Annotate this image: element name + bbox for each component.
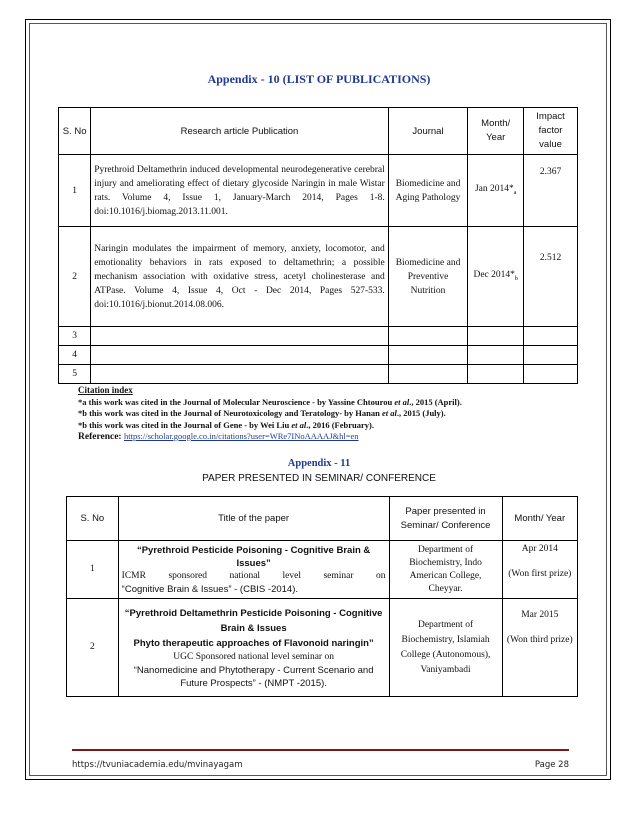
row-sno: 1 <box>59 155 91 227</box>
citation-line: *b this work was cited in the Journal of Neurotoxicology and Teratology- by Hanan et al., 2015 (July). <box>78 408 446 418</box>
paper-title: “Pyrethroid Deltamethrin Pesticide Poisoning - Cognitive Brain & Issues <box>124 607 383 634</box>
row-sno: 4 <box>59 346 91 365</box>
month-year: Apr 2014 <box>521 544 558 554</box>
citation-title: Citation index <box>78 385 133 395</box>
footer-url[interactable]: https://tvuniacademia.edu/mvinayagam <box>72 760 243 770</box>
et-al: et al <box>291 419 307 430</box>
citation-block <box>78 385 558 444</box>
paper-subtitle: Phyto therapeutic approaches of Flavonoid naringin” <box>133 637 374 649</box>
header-title: Title of the paper <box>118 497 389 541</box>
reference-link[interactable]: https://scholar.google.co.in/citations?user=WRe7INoAAAAJ&hl=en <box>123 431 359 441</box>
appendix-11-title: Appendix - 11 <box>287 458 351 469</box>
et-al: et al <box>394 396 410 407</box>
footer-rule <box>72 749 569 751</box>
seminar-line: ICMR sponsored national level seminar on <box>121 570 386 581</box>
et-al: et al <box>381 408 397 418</box>
table-row <box>59 227 578 327</box>
appendix-11-subtitle: PAPER PRESENTED IN SEMINAR/ CONFERENCE <box>202 473 436 484</box>
row-venue: Department of Biochemistry, Islamiah College (Autonomous), Vaniyambadi <box>389 599 502 697</box>
reference-line <box>78 431 558 444</box>
table-header-row <box>59 108 578 155</box>
table-header-row <box>67 497 578 541</box>
row-month <box>468 155 524 227</box>
row-month-text: Jan 2014* <box>474 183 514 194</box>
row-article: Naringin modulates the impairment of memory, anxiety, locomotor, and emotionality behaviors in rats exposed to deltamethrin; a possible mechanism association with oxidative stress, acetyl cholinesterase and ATPase. Volume 4, Issue 4, Oct - Dec 2014, Pages 527-533. doi:10.1016/j.bionut.2014.08.006. <box>91 227 389 327</box>
header-article: Research article Publication <box>91 108 389 155</box>
header-month: Month/ Year <box>502 497 577 541</box>
row-journal: Biomedicine and Preventive Nutrition <box>388 227 468 327</box>
row-title <box>118 541 389 599</box>
row-month-mark: a <box>513 189 517 196</box>
row-month <box>502 541 577 599</box>
row-journal: Biomedicine and Aging Pathology <box>388 155 468 227</box>
table-row <box>59 365 578 384</box>
row-month <box>468 227 524 327</box>
row-venue: Department of Biochemistry, Indo American College, Cheyyar. <box>389 541 502 599</box>
table-row <box>59 346 578 365</box>
row-sno: 2 <box>67 599 119 697</box>
header-journal: Journal <box>388 108 468 155</box>
row-impact: 2.512 <box>524 227 578 327</box>
row-month <box>502 599 577 697</box>
row-month-mark: b <box>514 275 518 282</box>
paper-title: “Pyrethroid Pesticide Poisoning - Cognitive Brain & Issues” <box>136 544 371 569</box>
row-impact: 2.367 <box>524 155 578 227</box>
header-sno: S. No <box>59 108 91 155</box>
publications-table <box>58 107 578 384</box>
citation-line: *a this work was cited in the Journal of Molecular Neuroscience - by Yassine Chtourou et al., 2015 (April). <box>78 396 462 407</box>
appendix-10-title: Appendix - 10 (LIST OF PUBLICATIONS) <box>207 72 431 86</box>
row-title <box>118 599 389 697</box>
header-impact: Impact factor value <box>524 108 578 155</box>
seminar-name: “Nanomedicine and Phytotherapy - Current Scenario and Future Prospects” - (NMPT -2015). <box>133 664 374 689</box>
table-row <box>67 541 578 599</box>
row-sno: 3 <box>59 327 91 346</box>
reference-label: Reference: <box>78 432 124 442</box>
row-sno: 2 <box>59 227 91 327</box>
row-article: Pyrethroid Deltamethrin induced developmental neurodegenerative cerebral injury and ameliorating effect of dietary glycoside Naringin in male Wistar rats. Volume 4, Issue 1, January-March 2014, Pages 1-8. doi:10.1016/j.biomag.2013.11.001. <box>91 155 389 227</box>
seminar-table <box>66 496 578 697</box>
seminar-line: UGC Sponsored national level seminar on <box>173 651 334 662</box>
table-row <box>59 155 578 227</box>
prize: (Won third prize) <box>506 635 573 645</box>
table-row <box>67 599 578 697</box>
seminar-name: “Cognitive Brain & Issues” - (CBIS -2014). <box>121 583 299 595</box>
page-number: Page 28 <box>534 760 569 770</box>
month-year: Mar 2015 <box>521 610 559 620</box>
header-month: Month/ Year <box>468 108 524 155</box>
row-sno: 5 <box>59 365 91 384</box>
prize: (Won first prize) <box>508 569 572 579</box>
citation-line: *b this work was cited in the Journal of Gene - by Wei Liu et al., 2016 (February). <box>78 419 374 430</box>
row-sno: 1 <box>67 541 119 599</box>
row-month-text: Dec 2014* <box>473 269 515 280</box>
header-paper: Paper presented in Seminar/ Conference <box>389 497 502 541</box>
header-sno: S. No <box>67 497 119 541</box>
table-row <box>59 327 578 346</box>
